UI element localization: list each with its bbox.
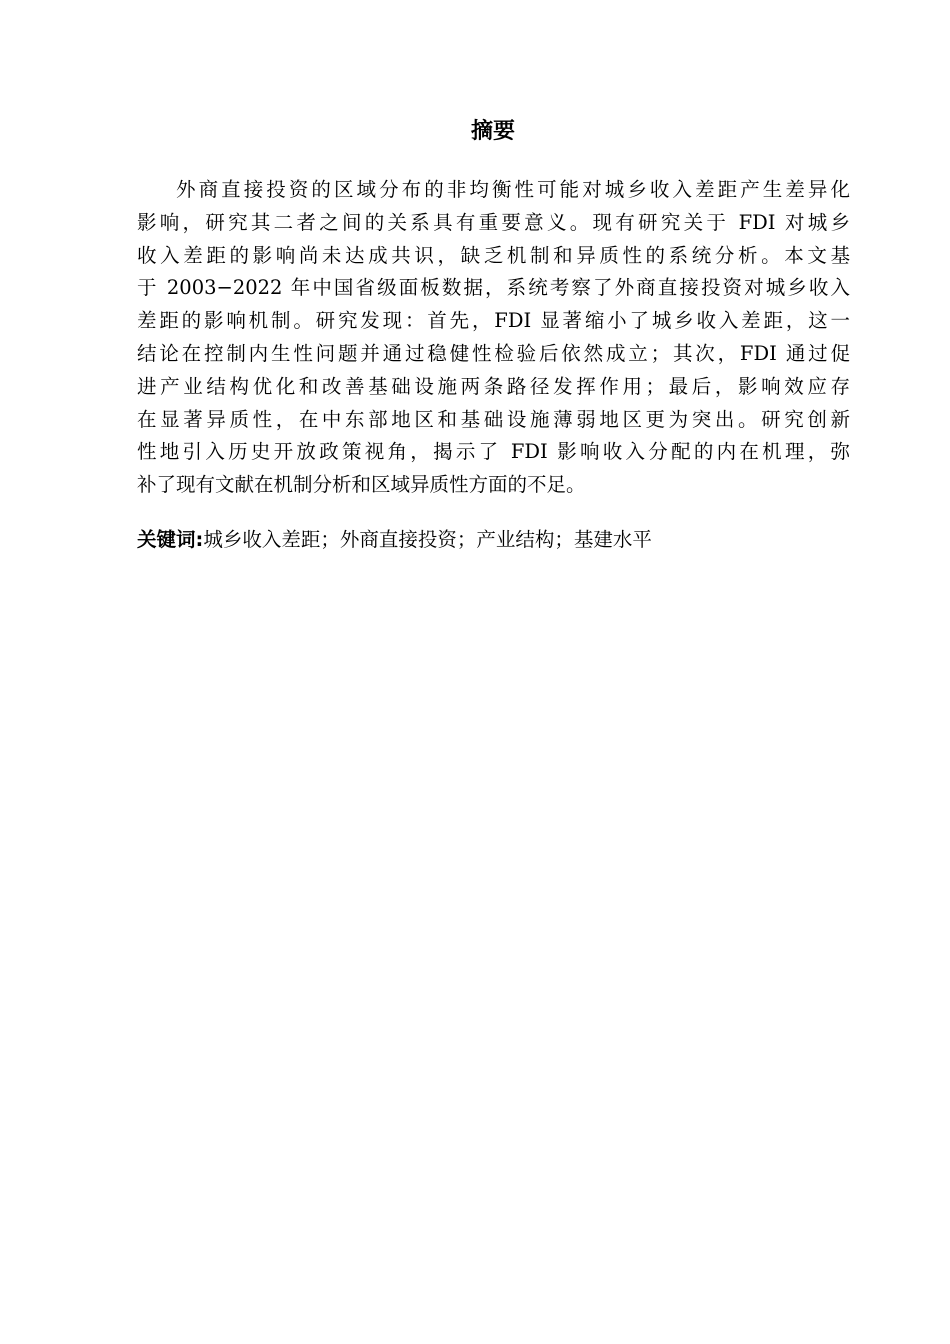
abstract-line: 结论在控制内生性问题并通过稳健性检验后依然成立；其次，FDI 通过促 xyxy=(137,341,850,365)
abstract-line: 进产业结构优化和改善基础设施两条路径发挥作用；最后，影响效应存 xyxy=(137,374,850,398)
abstract-line: 在显著异质性，在中东部地区和基础设施薄弱地区更为突出。研究创新 xyxy=(137,407,850,431)
keywords-text: 城乡收入差距；外商直接投资；产业结构；基建水平 xyxy=(203,528,652,551)
abstract-line: 补了现有文献在机制分析和区域异质性方面的不足。 xyxy=(137,473,586,497)
abstract-line: 外商直接投资的区域分布的非均衡性可能对城乡收入差距产生差异化 xyxy=(176,178,850,201)
abstract-line: 差距的影响机制。研究发现：首先，FDI 显著缩小了城乡收入差距，这一 xyxy=(137,309,850,333)
keywords-label: 关键词 xyxy=(137,528,196,551)
abstract-title: 摘要 xyxy=(470,119,515,144)
abstract-body xyxy=(137,174,850,502)
keywords xyxy=(137,524,850,557)
abstract-line: 影响，研究其二者之间的关系具有重要意义。现有研究关于 FDI 对城乡 xyxy=(137,210,850,234)
keywords-separator: : xyxy=(195,528,204,551)
abstract-line: 于 2003−2022 年中国省级面板数据，系统考察了外商直接投资对城乡收入 xyxy=(137,276,850,300)
abstract-line: 性地引入历史开放政策视角，揭示了 FDI 影响收入分配的内在机理，弥 xyxy=(137,440,850,464)
abstract-line: 收入差距的影响尚未达成共识，缺乏机制和异质性的系统分析。本文基 xyxy=(137,243,850,267)
